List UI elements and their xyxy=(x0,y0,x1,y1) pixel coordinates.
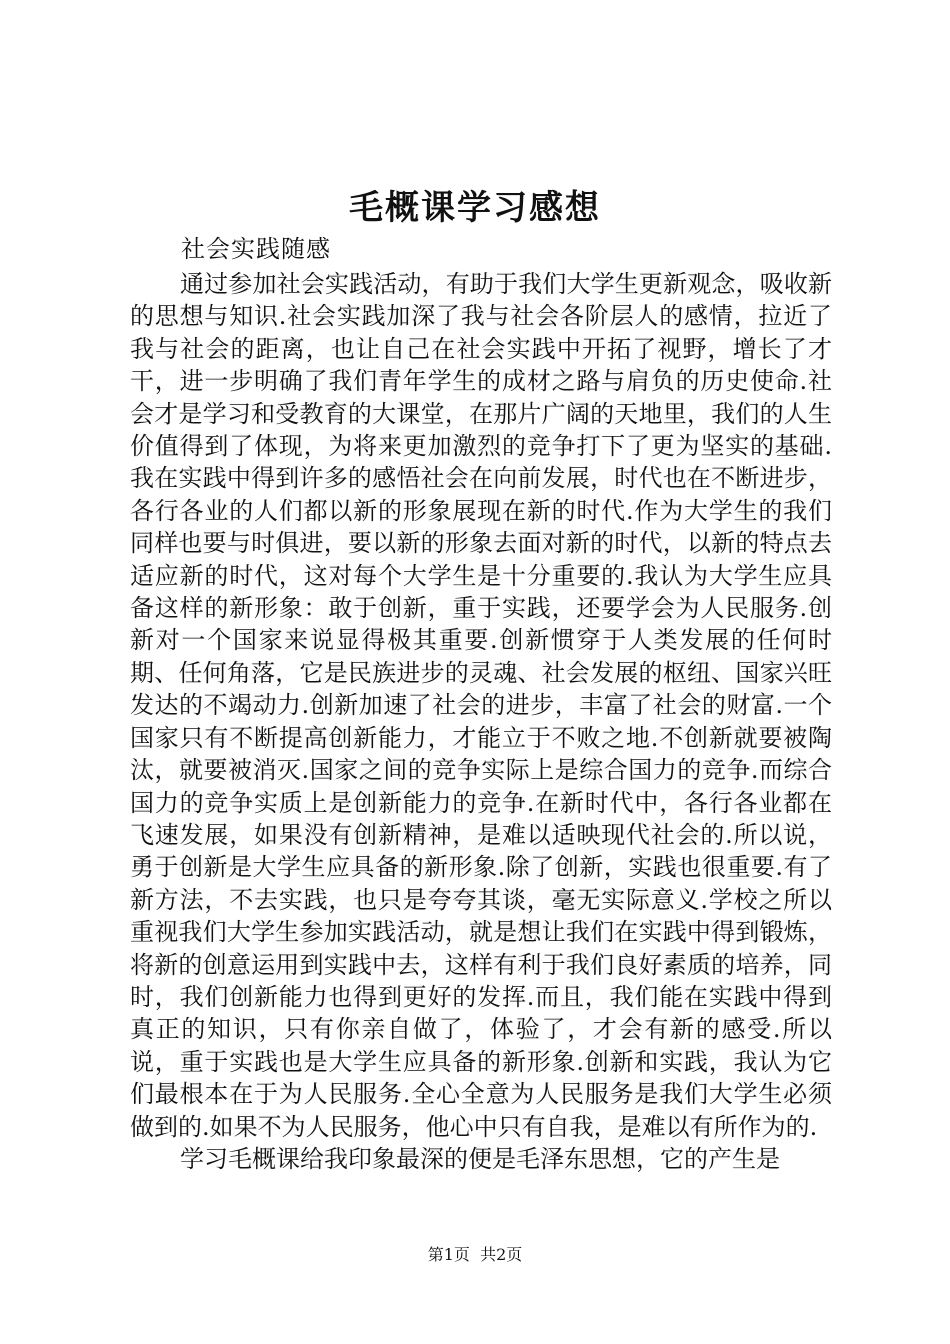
page-number-current: 第1页 xyxy=(427,1245,470,1264)
page-footer xyxy=(0,1244,950,1266)
body-paragraph-2: 学习毛概课给我印象最深的便是毛泽东思想，它的产生是 xyxy=(180,1144,780,1173)
footer-separator xyxy=(470,1245,480,1264)
document-title: 毛概课学习感想 xyxy=(349,188,601,228)
document-body xyxy=(130,268,832,1175)
body-paragraph-1: 通过参加社会实践活动，有助于我们大学生更新观念，吸收新的思想与知识.社会实践加深了我与社会各阶层人的感情，拉近了我与社会的距离，也让自己在社会实践中开拓了视野，增长了才干，进一步明确了我们青年学生的成材之路与肩负的历史使命.社会才是学习和受教育的大课堂，在那片广阔的天地里，我们的人生价值得到了体现，为将来更加激烈的竞争打下了更为坚实的基础.我在实践中得到许多的感悟社会在向前发展，时代也在不断进步，各行各业的人们都以新的形象展现在新的时代.作为大学生的我们同样也要与时俱进，要以新的形象去面对新的时代，以新的特点去适应新的时代，这对每个大学生是十分重要的.我认为大学生应具备这样的新形象：敢于创新，重于实践，还要学会为人民服务.创新对一个国家来说显得极其重要.创新惯穿于人类发展的任何时期、任何角落，它是民族进步的灵魂、社会发展的枢纽、国家兴旺发达的不竭动力.创新加速了社会的进步，丰富了社会的财富.一个国家只有不断提高创新能力，才能立于不败之地.不创新就要被陶汰，就要被消灭.国家之间的竞争实际上是综合国力的竞争.而综合国力的竞争实质上是创新能力的竞争.在新时代中，各行各业都在飞速发展，如果没有创新精神，是难以适映现代社会的.所以说，勇于创新是大学生应具备的新形象.除了创新，实践也很重要.有了新方法，不去实践，也只是夸夸其谈，毫无实际意义.学校之所以重视我们大学生参加实践活动，就是想让我们在实践中得到锻炼，将新的创意运用到实践中去，这样有利于我们良好素质的培养，同时，我们创新能力也得到更好的发挥.而且，我们能在实践中得到真正的知识，只有你亲自做了，体验了，才会有新的感受.所以说，重于实践也是大学生应具备的新形象.创新和实践，我认为它们最根本在于为人民服务.全心全意为人民服务是我们大学生必须做到的.如果不为人民服务，他心中只有自我，是难以有所作为的. xyxy=(130,270,832,1141)
page-number-total: 共2页 xyxy=(480,1245,523,1264)
document-subtitle: 社会实践随感 xyxy=(181,235,331,263)
